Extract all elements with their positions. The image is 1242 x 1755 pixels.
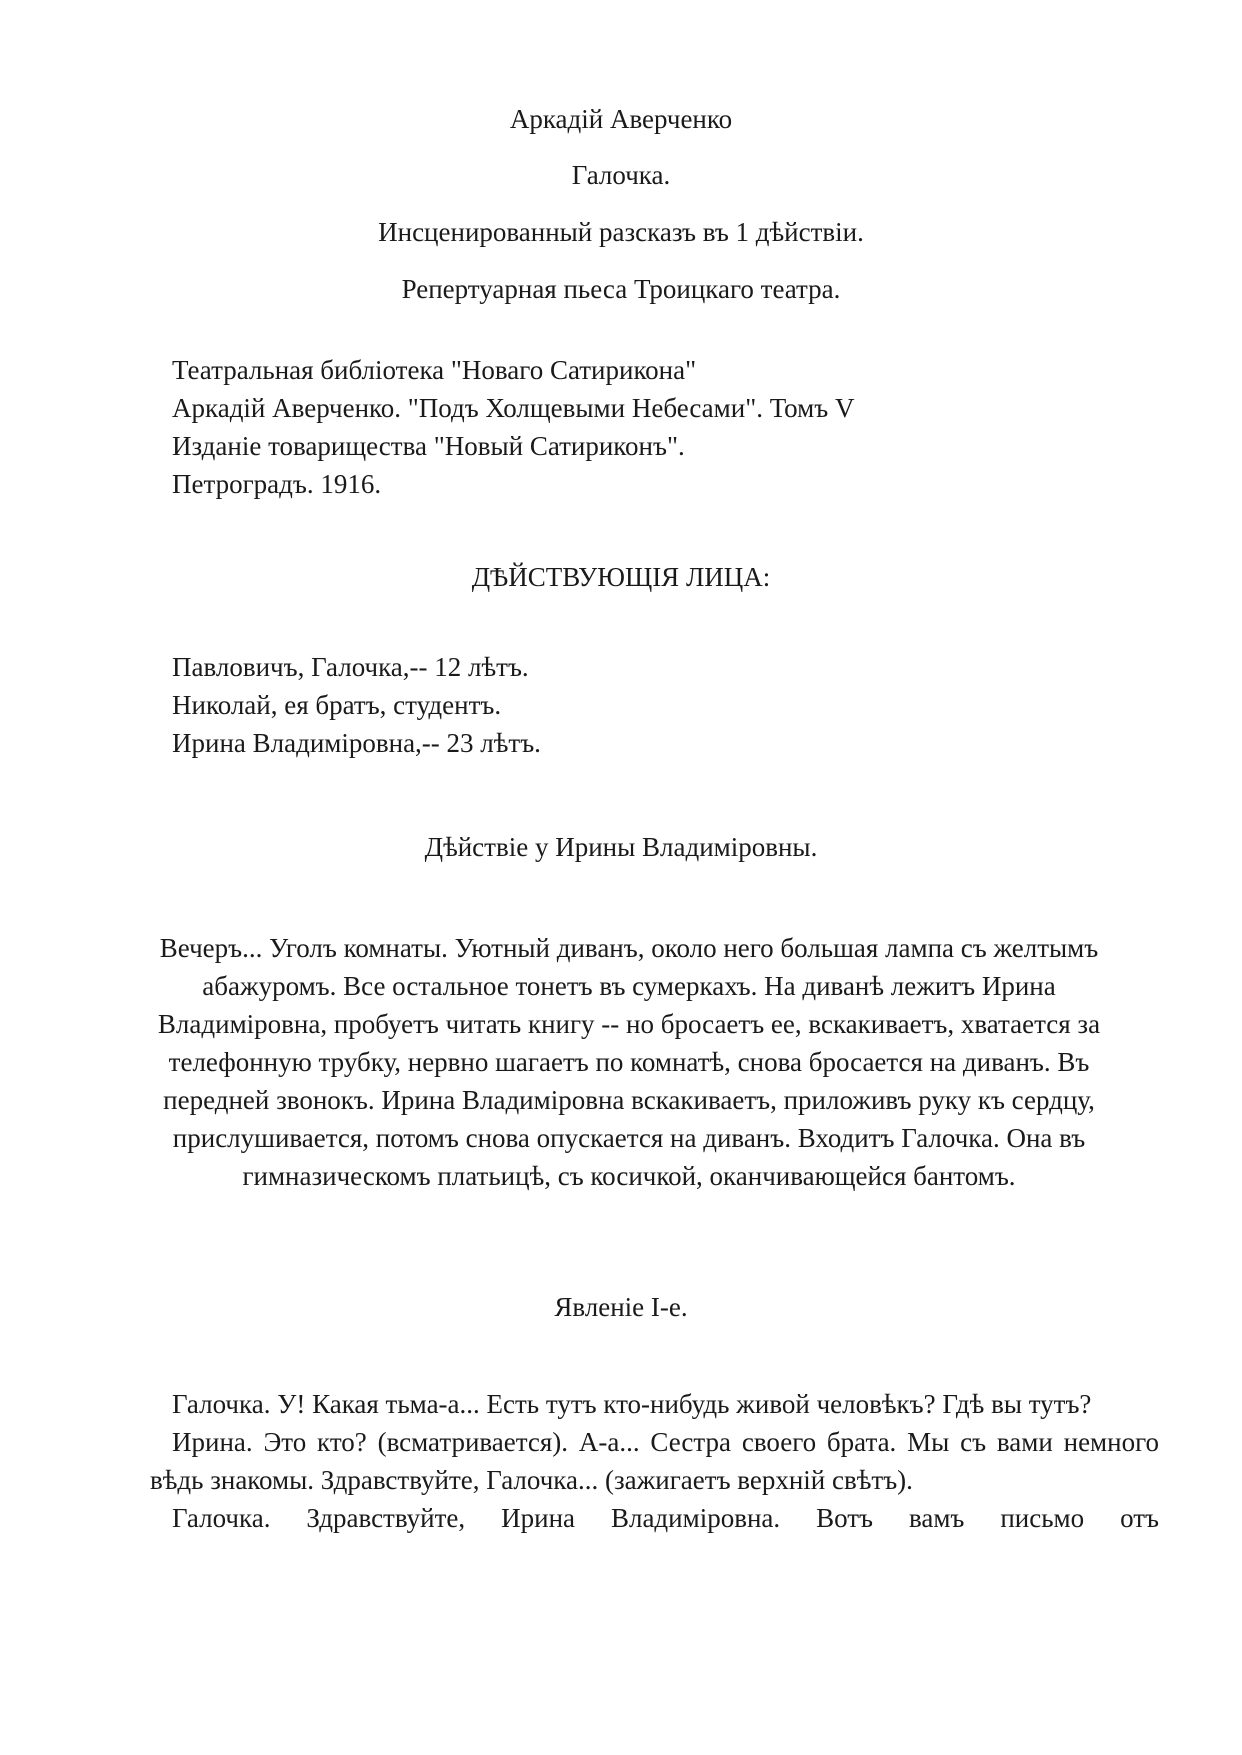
publication-info — [172, 351, 1132, 503]
cast-member: Николай, ея братъ, студентъ. — [172, 690, 502, 720]
publication-line: Аркадій Аверченко. "Подъ Холщевыми Небесами". Томъ V — [172, 393, 855, 423]
scene-heading: Явленіе I-е. — [554, 1292, 688, 1322]
stage-directions: Вечеръ... Уголъ комнаты. Уютный диванъ, около него большая лампа съ желтымъ абажуромъ. Все остальное тонетъ въ сумеркахъ. На диванѣ лежитъ Ирина Владиміровна, пробуетъ читать книгу -- но бросаетъ ее, вскакиваетъ, хватается за телефонную трубку, нервно шагаетъ по комнатѣ, снова бросается на диванъ. Въ передней звонокъ. Ирина Владиміровна вскакиваетъ, приложивъ руку къ сердцу, прислушивается, потомъ снова опускается на диванъ. Входитъ Галочка. Она въ гимназическомъ платьицѣ, съ косичкой, оканчивающейся бантомъ. — [157, 933, 1101, 1191]
cast-member: Ирина Владиміровна,-- 23 лѣтъ. — [172, 728, 541, 758]
dialogue — [150, 1385, 1159, 1537]
cast-heading: ДѢЙСТВУЮЩІЯ ЛИЦА: — [471, 562, 771, 592]
setting-place: Дѣйствіе у Ирины Владиміровны. — [424, 832, 818, 862]
dialogue-line: Галочка. У! Какая тьма-а... Есть тутъ кто-нибудь живой человѣкъ? Гдѣ вы тутъ? — [172, 1389, 1092, 1419]
publication-line: Театральная библіотека "Новаго Сатирикона" — [172, 355, 697, 385]
publication-line: Петроградъ. 1916. — [172, 469, 382, 499]
dialogue-line: Ирина. Это кто? (всматривается). А-а... Сестра своего брата. Мы съ вами немного вѣдь знакомы. Здравствуйте, Галочка... (зажигаетъ верхній свѣтъ). — [150, 1427, 1159, 1495]
cast-member: Павловичъ, Галочка,-- 12 лѣтъ. — [172, 652, 529, 682]
cast-list — [172, 648, 1132, 762]
dialogue-line: Галочка. Здравствуйте, Ирина Владиміровна. Вотъ вамъ письмо отъ — [172, 1503, 1159, 1533]
author-name: Аркадій Аверченко — [509, 104, 733, 134]
play-subtitle: Инсценированный разсказъ въ 1 дѣйствіи. — [378, 217, 864, 247]
play-title: Галочка. — [571, 160, 671, 190]
publication-line: Изданіе товарищества "Новый Сатириконъ". — [172, 431, 685, 461]
repertoire-note: Репертуарная пьеса Троицкаго театра. — [401, 274, 841, 304]
